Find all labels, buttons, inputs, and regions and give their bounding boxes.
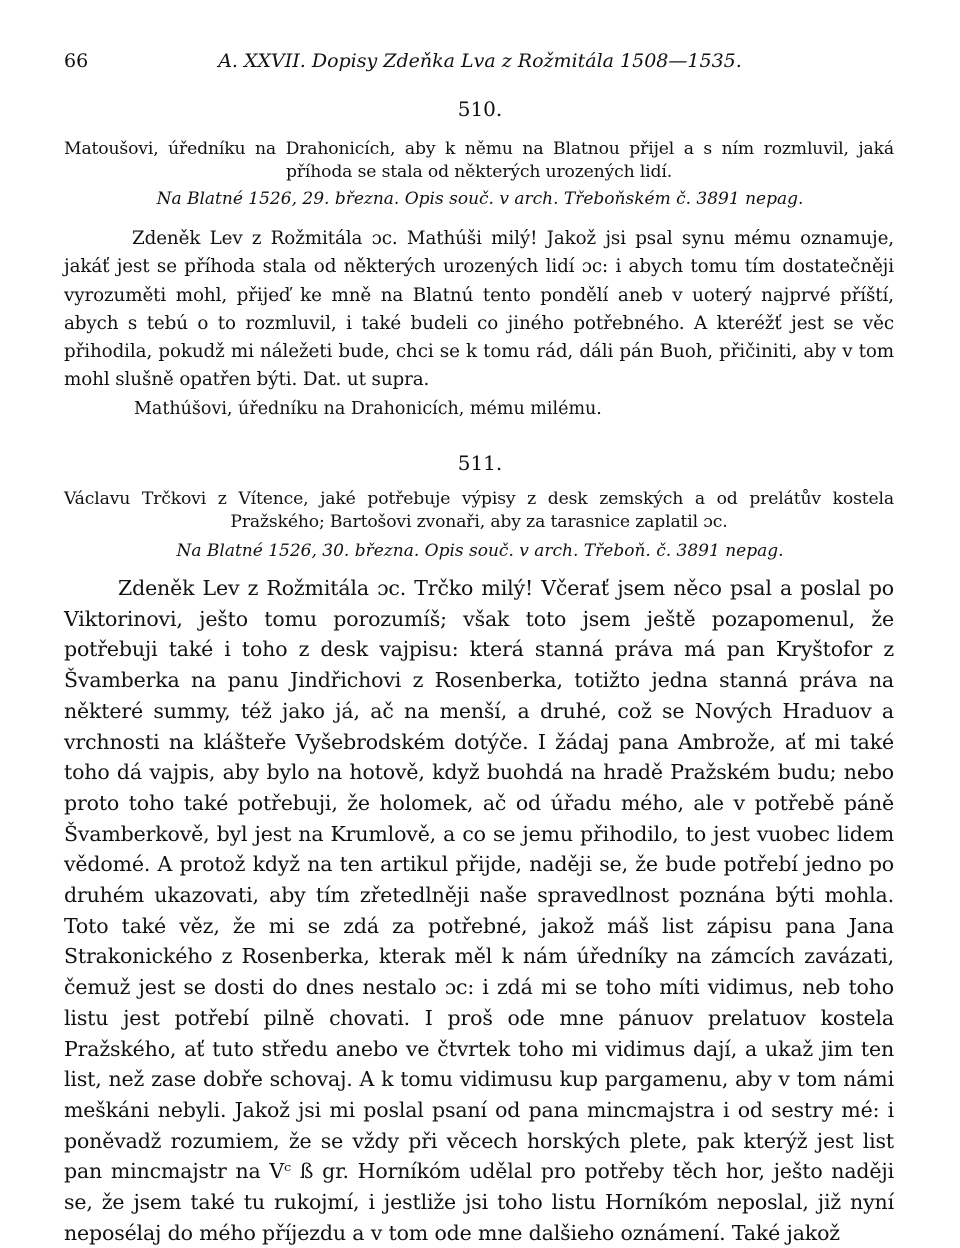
letter-summary-511: Václavu Trčkovi z Vítence, jaké potřebuje výpisy z desk zemských a od prelátův kostela Pražského; Bartošovi zvonaři, aby za tarasnice zaplatil ɔc. <box>64 489 894 532</box>
letter-address-510: Mathúšovi, úředníku na Drahonicích, mému milému. <box>134 399 602 419</box>
page-number: 66 <box>64 50 89 72</box>
letter-source-511: Na Blatné 1526, 30. března. Opis souč. v arch. Třeboň. č. 3891 nepag. <box>176 541 784 561</box>
letter-body-paragraph: Zdeněk Lev z Rožmitála ɔc. Trčko milý! Včerať jsem něco psal a poslal po Viktorinovi, ješto tomu porozumíš; však toto jsem ještě pozapomenul, že potřebuji také i toho z desk vajpisu: která stanná práva má pan Kryštofor z Švamberka na panu Jindřichovi z Rosenberka, totižto jedna stanná práva na některé summy, též jako já, ač na menší, a druhé, což se Nových Hraduov a vrchnosti na klášteře Vyšebrodském dotýče. I žádaj pana Ambrože, ať mi také toho dá vajpis, aby bylo na hotově, když buohdá na hradě Pražském budu; nebo proto toho také potřebuji, že holomek, ač od úřadu mého, ale v potřebě páně Švamberkově, byl jest na Krumlově, a co se jemu přihodilo, to jest vuobec lidem vědomé. A protož když na ten artikul přijde, naději se, že bude potřebí jedno po druhém ukazovati, aby tím zřetedlněji naše spravedlnost poznána býti mohla. Toto také věz, že mi se zdá za potřebné, jakož máš list zápisu pana Jana Strakonického z Rosenberka, kterak měl k nám úředníky na zámcích zavázati, čemuž jest se dosti do dnes nestalo ɔc: i zdá mi se toho míti vidimus, neb toho listu jest potřebí pilně chovati. I proš ode mne pánuov prelatuov kostela Pražského, ať tuto středu anebo ve čtvrtek toho mi vidimus dají, a ukaž jim ten list, než zase dobře schovaj. A k tomu vidimusu kup pargamenu, aby v tom námi meškáni nebyli. Jakož jsi mi poslal psaní od pana mincmajstra i od sestry mé: i poněvadž rozumiem, že se vždy při věcech horských plete, pak kterýž jest list pan mincmajstr na Vᶜ ß gr. Horníkóm udělal pro potřeby těch hor, ješto naději se, že jsem také tu rukojmí, i jestliže jsi toho listu Horníkóm neposlal, již nyní neposélaj do mého příjezdu a v tom ode mne dalšieho oznámení. Také jakož <box>64 576 894 1245</box>
letter-body-paragraph: Zdeněk Lev z Rožmitála ɔc. Mathúši milý! Jakož jsi psal synu mému oznamuje, jakáť jest se příhoda stala od některých urozených lidí ɔc: i abych tomu tím dostatečněji vyrozuměti mohl, přijeď ke mně na Blatnú tento pondělí aneb v uoterý najprvé příští, abych s tebú o to rozmluvil, i také budeli co jiného potřebného. A kteréžť jest se věc přihodila, pokudž mi náležeti bude, chci se k tomu rád, dáli pán Buoh, přičiniti, aby v tom mohl slušně opatřen býti. Dat. ut supra. <box>64 228 894 391</box>
letter-number-510: 510. <box>457 97 503 121</box>
letter-source-510: Na Blatné 1526, 29. března. Opis souč. v arch. Třeboňském č. 3891 nepag. <box>156 189 804 209</box>
letter-number-511: 511. <box>457 451 503 475</box>
letter-body-511 <box>64 573 894 1248</box>
running-title: A. XXVII. Dopisy Zdeňka Lva z Rožmitála 1508—1535. <box>218 50 742 72</box>
letter-body-510 <box>64 225 894 395</box>
letter-summary-510: Matoušovi, úředníku na Drahonicích, aby k němu na Blatnou přijel a s ním rozmluvil, jaká příhoda se stala od některých urozených lidí. <box>64 139 894 182</box>
running-header <box>64 50 896 80</box>
